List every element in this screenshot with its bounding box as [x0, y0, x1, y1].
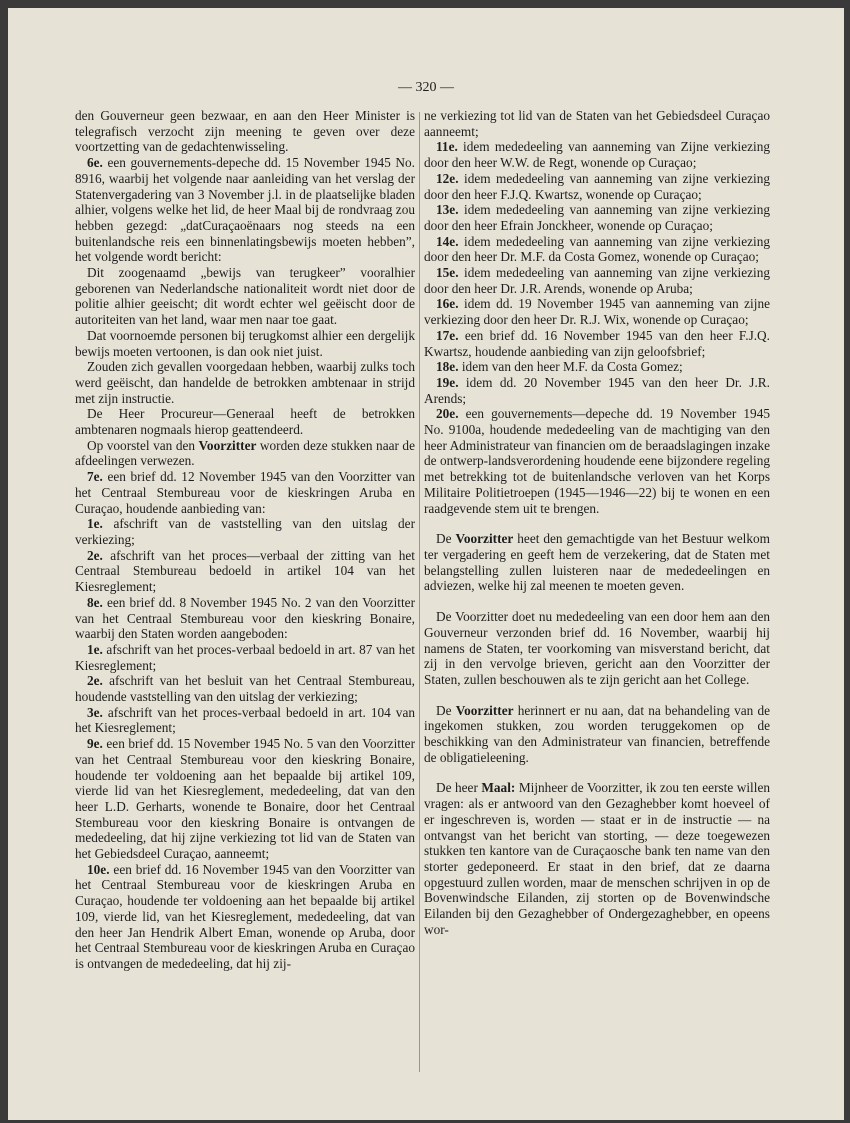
paragraph-text: Dit zoogenaamd „bewijs van terugkeer” vooralhier geborenen van Nederlandsche nationaliteit wordt niet door de politie alhier geeischt; dit wordt echter wel geëischt door de autoriteiten van het land, waar men naar toe gaat.	[75, 265, 415, 328]
document-page	[8, 8, 844, 1120]
paragraph	[424, 609, 770, 688]
paragraph	[75, 469, 415, 516]
item-number: 13e.	[436, 202, 459, 218]
paragraph-text: Mijnheer de Voorzitter, ik zou ten eerste willen vragen: als er antwoord van den Gezaghebber komt hoeveel of er ingeschreven is, worden — staat er in de instructie — na ontvangst van het bericht van storting, — deze toegewezen stukken ten kantore van de Curaçaosche bank ten name van den storter gedeponeerd. Er staat in den brief, dat ze daarna opgestuurd zullen worden, maar de menschen schrijven in op de Bovenwindsche Eilanden, zij storten op de Bovenwindsche Eilanden bij den Gezaghebber of Ondergezaghebber, en opeens wor-	[424, 780, 770, 937]
paragraph	[424, 108, 770, 139]
paragraph-text: worden deze stukken naar de afdeelingen verwezen.	[75, 437, 415, 469]
paragraph	[75, 736, 415, 862]
paragraph-text: een brief dd. 16 November 1945 van den heer F.J.Q. Kwartsz, houdende aanbieding van zijn geloofsbrief;	[424, 327, 770, 359]
paragraph-text: De Heer Procureur—Generaal heeft de betrokken ambtenaren nogmaals hierop geattendeerd.	[75, 406, 415, 438]
paragraph-text: Dat voornoemde personen bij terugkomst alhier een dergelijk bewijs moeten vertoonen, is dan ook niet juist.	[75, 327, 415, 359]
item-number: 1e.	[87, 641, 103, 657]
paragraph	[424, 406, 770, 516]
paragraph-text: afschrift van de vaststelling van den uitslag der verkiezing;	[75, 516, 415, 547]
paragraph	[75, 328, 415, 359]
paragraph-text: Zouden zich gevallen voorgedaan hebben, waarbij zulks toch werd geëischt, dan handelde de betrokken ambtenaar in strijd met zijn instructie.	[75, 359, 415, 406]
item-number: 10e.	[87, 861, 110, 877]
paragraph-lead: De heer	[436, 780, 482, 796]
paragraph	[75, 406, 415, 437]
paragraph	[75, 705, 415, 736]
paragraph-text: afschrift van het besluit van het Centraal Stembureau, houdende vaststelling van den uitslag der verkiezing;	[75, 673, 415, 705]
item-number: 18e.	[436, 359, 459, 375]
speaker-name: Maal:	[481, 780, 516, 796]
item-number: 6e.	[87, 155, 103, 171]
left-column	[75, 108, 415, 972]
item-number: 16e.	[436, 296, 459, 312]
paragraph-text: afschrift van het proces-verbaal bedoeld in art. 87 van het Kiesreglement;	[75, 641, 415, 673]
item-number: 7e.	[87, 469, 103, 485]
column-divider	[419, 112, 420, 1072]
paragraph	[424, 296, 770, 327]
paragraph-text: een brief dd. 8 November 1945 No. 2 van den Voorzitter van het Centraal Stembureau voor den kieskring Bonaire, waarbij den Staten worden aangeboden:	[75, 594, 415, 642]
paragraph	[424, 202, 770, 233]
paragraph-text: den Gouverneur geen bezwaar, en aan den Heer Minister is telegrafisch verzocht zijn meening te geven over deze voortzetting van de gedachtenwisseling.	[75, 108, 415, 155]
item-number: 2e.	[87, 547, 103, 563]
paragraph	[75, 438, 415, 469]
paragraph	[75, 642, 415, 673]
page-number: — 320 —	[398, 80, 454, 95]
paragraph	[424, 328, 770, 359]
item-number: 17e.	[436, 327, 459, 343]
item-number: 12e.	[436, 170, 459, 186]
paragraph	[424, 780, 770, 937]
paragraph-text: heet den gemachtigde van het Bestuur welkom ter vergadering en geeft hem de verzekering, dat de Staten met belangstelling zullen luisteren naar de mededeelingen en adviezen, welke hij zal meenen te moeten geven.	[424, 531, 770, 594]
paragraph	[75, 548, 415, 595]
speaker-name: Voorzitter	[455, 531, 514, 547]
paragraph	[75, 673, 415, 704]
paragraph-text: idem mededeeling van aanneming van zijne verkiezing door den heer Dr. M.F. da Costa Gomez, wonende op Curaçao;	[424, 233, 770, 265]
paragraph-text: idem van den heer M.F. da Costa Gomez;	[458, 359, 683, 375]
item-number: 8e.	[87, 594, 103, 610]
paragraph-lead: De	[436, 531, 456, 547]
paragraph-text: idem dd. 20 November 1945 van den heer Dr. J.R. Arends;	[424, 374, 770, 406]
right-column	[424, 108, 770, 937]
item-number: 19e.	[436, 374, 459, 390]
paragraph	[75, 155, 415, 265]
speaker-name: Voorzitter	[198, 437, 257, 453]
item-number: 1e.	[87, 516, 103, 532]
paragraph	[424, 139, 770, 170]
speaker-name: Voorzitter	[455, 702, 514, 718]
paragraph	[424, 171, 770, 202]
paragraph-text: afschrift van het proces—verbaal der zitting van het Centraal Stembureau bedoeld in artikel 104 van het Kiesreglement;	[75, 547, 415, 595]
paragraph-text: herinnert er nu aan, dat na behandeling van de ingekomen stukken, zou worden teruggekomen op de beschikking van den Administrateur van financien, betreffende de obligatieleening.	[424, 702, 770, 765]
paragraph-text: De Voorzitter doet nu mededeeling van een door hem aan den Gouverneur verzonden brief dd. 16 November, waarbij hij namens de Staten, ter voorkoming van misverstand bericht, dat zij in den vervolge brieven, gericht aan den Voorzitter der Staten, zullen beschouwen als te zijn gericht aan het College.	[424, 609, 770, 687]
paragraph-text: een gouvernements-depeche dd. 15 November 1945 No. 8916, waarbij het volgende naar aanleiding van het verslag der Statenvergadering van 3 November j.l. in de plaatselijke bladen alhier, volgens welke het lid, de heer Maal bij de rondvraag zou hebben gezegd: „datCuraçaoënaars nog steeds na een buitenlandsche reis een binnenlatingsbewijs moeten hebben”, het volgende wordt bericht:	[75, 155, 415, 265]
paragraph-text: een brief dd. 16 November 1945 van den Voorzitter van het Centraal Stembureau voor de kieskringen Aruba en Curaçao, houdende ter voldoening aan het bepaalde bij artikel 109, vierde lid, van het Kiesreglement, mededeeling, dat van den heer Jan Hendrik Albert Eman, wonende op Aruba, door het Centraal Stembureau voor de kieskringen Aruba en Curaçao is ontvangen de mededeeling, dat hij zij-	[75, 861, 415, 971]
paragraph-text: idem mededeeling van aanneming van zijne verkiezing door den heer F.J.Q. Kwartsz, wonende op Curaçao;	[424, 170, 770, 202]
item-number: 14e.	[436, 233, 459, 249]
item-number: 15e.	[436, 265, 459, 281]
paragraph	[424, 359, 770, 375]
paragraph	[75, 595, 415, 642]
paragraph	[75, 108, 415, 155]
paragraph	[75, 359, 415, 406]
item-number: 11e.	[436, 139, 458, 155]
item-number: 2e.	[87, 673, 103, 689]
paragraph	[75, 265, 415, 328]
paragraph-text: een brief dd. 15 November 1945 No. 5 van den Voorzitter van het Centraal Stembureau voor den kieskring Bonaire, houdende ter voldoening aan het bepaalde bij artikel 109, vierde lid van het Kiesreglement, mededeeling, dat van den heer L.D. Gerharts, wonende te Bonaire, door het Centraal Stembureau voor den kieskring Bonaire is ontvangen de mededeeling, dat hij zijne verkiezing tot lid van de Staten van het Gebiedsdeel Curaçao, aanneemt;	[75, 736, 415, 862]
paragraph	[424, 265, 770, 296]
paragraph	[75, 516, 415, 547]
item-number: 9e.	[87, 736, 103, 752]
item-number: 20e.	[436, 406, 459, 422]
paragraph-text: idem dd. 19 November 1945 van aanneming van zijne verkiezing door den heer Dr. R.J. Wix, wonende op Curaçao;	[424, 296, 770, 328]
paragraph-text: idem mededeeling van aanneming van zijne verkiezing door den heer Dr. J.R. Arends, wonende op Aruba;	[424, 265, 770, 296]
paragraph	[424, 234, 770, 265]
paragraph-lead: De	[436, 702, 456, 718]
paragraph-text: een brief dd. 12 November 1945 van den Voorzitter van het Centraal Stembureau voor de kieskringen Aruba en Curaçao, houdende aanbieding van:	[75, 469, 415, 516]
paragraph	[424, 703, 770, 766]
paragraph-text: een gouvernements—depeche dd. 19 November 1945 No. 9100a, houdende mededeeling van de machtiging van den heer Administrateur van financien om de beraadslagingen inzake de ontwerp-landsverordening houdende eene bijzondere regeling met betrekking tot de buitenlandsche verloven van het Korps Militaire Politietroepen (1945—1946—22) bij te wonen en een raadgevende stem uit te brengen.	[424, 406, 770, 516]
paragraph-text: idem mededeeling van aanneming van Zijne verkiezing door den heer W.W. de Regt, wonende op Curaçao;	[424, 139, 770, 171]
item-number: 3e.	[87, 704, 103, 720]
paragraph-lead: Op voorstel van den	[87, 437, 199, 453]
paragraph	[424, 375, 770, 406]
paragraph-text: afschrift van het proces-verbaal bedoeld in art. 104 van het Kiesreglement;	[75, 704, 415, 736]
paragraph-text: ne verkiezing tot lid van de Staten van het Gebiedsdeel Curaçao aanneemt;	[424, 108, 770, 139]
paragraph-text: idem mededeeling van aanneming van zijne verkiezing door den heer Efrain Jonckheer, wonende op Curaçao;	[424, 202, 770, 233]
paragraph	[75, 862, 415, 972]
paragraph	[424, 531, 770, 594]
